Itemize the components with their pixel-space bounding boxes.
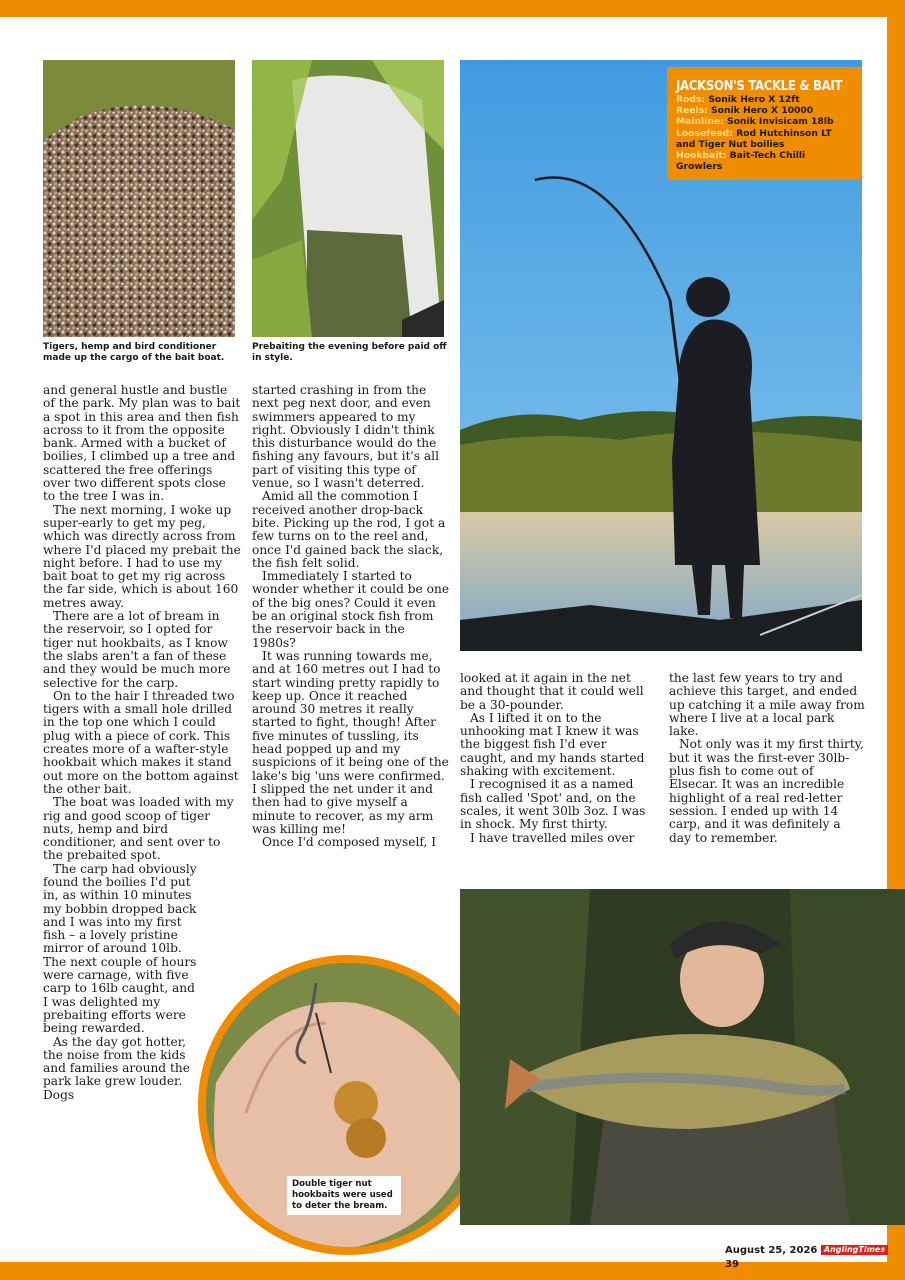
article-column-2 — [252, 384, 450, 849]
paragraph: Once I'd composed myself, I — [262, 835, 437, 850]
paragraph: Not only was it my first thirty, but it was the first-ever 30lb-plus fish to come out of Elsecar. It was an incredible highlight of a real red-letter session. I ended up with 14 carp, and it was definitely a day to remember. — [669, 737, 864, 845]
article-column-4 — [669, 672, 865, 845]
bait-mix-photo — [43, 60, 235, 337]
paragraph: I have travelled miles over — [470, 830, 635, 845]
paragraph: As I lifted it on to the unhooking mat I knew it was the biggest fish I'd ever caught, and my hands started shaking with excitement. — [460, 710, 645, 779]
paragraph: There are a lot of bream in the reservoir, so I opted for tiger nut hookbaits, as I know the slabs aren't a fan of these and they would be much more selective for the carp. — [43, 609, 231, 690]
paragraph: The next morning, I woke up super-early to get my peg, which was directly across from where I'd placed my prebait the night before. I had to use my bait boat to get my rig across the far side, which is about 160 metres away. — [43, 502, 241, 610]
tackle-item-reels: Reels: Sonik Hero X 10000 — [676, 105, 814, 117]
paragraph: The carp had obviously found the boilies I'd put in, as within 10 minutes my bobbin dropped back and I was into my first fish – a lovely pristine mirror of around 10lb. The next couple of hours were carnage, with five carp to 16lb caught, and I was delighted my prebaiting efforts were being rewarded. — [43, 861, 197, 1036]
tackle-item-loosefeed: Loosefeed: Rod Hutchinson LT and Tiger Nut boilies — [676, 127, 832, 150]
paragraph: Amid all the commotion I received another drop-back bite. Picking up the rod, I got a few turns on to the reel and, once I'd gained back the slack, the fish felt solid. — [252, 489, 446, 570]
hookbait-caption: Double tiger nut hookbaits were used to deter the bream. — [287, 1176, 401, 1215]
paragraph: It was running towards me, and at 160 metres out I had to start winding pretty rapidly to keep up. Once it reached around 30 metres it really started to fight, though! After five minutes of tussling, its head popped up and my suspicions of it being one of the lake's big 'uns were confirmed. I slipped the net under it and then had to give myself a minute to recover, as my arm was killing me! — [252, 648, 449, 836]
bottom-accent-bar — [0, 1262, 905, 1280]
paragraph: The boat was loaded with my rig and good scoop of tiger nuts, hemp and bird conditioner, and sent over to the prebaited spot. — [43, 795, 234, 863]
bait-mix-caption: Tigers, hemp and bird conditioner made up the cargo of the bait boat. — [43, 342, 225, 363]
paragraph: looked at it again in the net and thought that it could well be a 30-pounder. — [460, 671, 644, 712]
paragraph: As the day got hotter, the noise from the kids and families around the park lake grew louder. Dogs — [43, 1034, 190, 1102]
tackle-bait-box — [667, 67, 862, 180]
paragraph: Immediately I started to wonder whether it could be one of the big ones? Could it even be an original stock fish from the reservoir back in the 1980s? — [252, 569, 450, 650]
paragraph: On to the hair I threaded two tigers with a small hole drilled in the top one which I could plug with a piece of cork. This creates more of a wafter-style hookbait which makes it stand out more on the bottom against the other bait. — [43, 688, 239, 796]
page-footer — [725, 1244, 905, 1270]
page-number: 39 — [725, 1259, 739, 1270]
article-column-1 — [43, 384, 241, 1102]
tackle-item-mainline: Mainline: Sonik Invisicam 18lb — [676, 116, 834, 128]
paragraph: and general hustle and bustle of the park. My plan was to bait a spot in this area and then fish across to it from the opposite bank. Armed with a bucket of boilies, I climbed up a tree and scattered the free offerings over two different spots close to the tree I was in. — [43, 383, 241, 504]
angler-carp-photo — [460, 889, 905, 1225]
top-accent-bar — [0, 0, 905, 17]
tackle-item-hookbait: Hookbait: Bait-Tech Chilli Growlers — [676, 150, 806, 173]
article-column-3 — [460, 672, 656, 845]
paragraph: started crashing in from the next peg next door, and even swimmers appeared to my right. Obviously I didn't think this disturbance would do the fishing any favours, but it's all part of visiting this type of venue, so I wasn't deterred. — [252, 383, 439, 491]
prebait-photo — [252, 60, 444, 337]
prebait-caption: Prebaiting the evening before paid off in style. — [252, 342, 447, 363]
paragraph: I recognised it as a named fish called 'Spot' and, on the scales, it went 30lb 3oz. I was in shock. My first thirty. — [460, 777, 646, 832]
issue-date: August 25, 2026 — [725, 1245, 818, 1256]
paragraph: the last few years to try and achieve this target, and ended up catching it a mile away from where I live at a local park lake. — [669, 671, 865, 739]
tackle-item-rods: Rods: Sonik Hero X 12ft — [676, 94, 800, 105]
magazine-logo: AnglingTimes — [821, 1245, 888, 1255]
tackle-title: JACKSON'S TACKLE & BAIT — [676, 79, 843, 94]
